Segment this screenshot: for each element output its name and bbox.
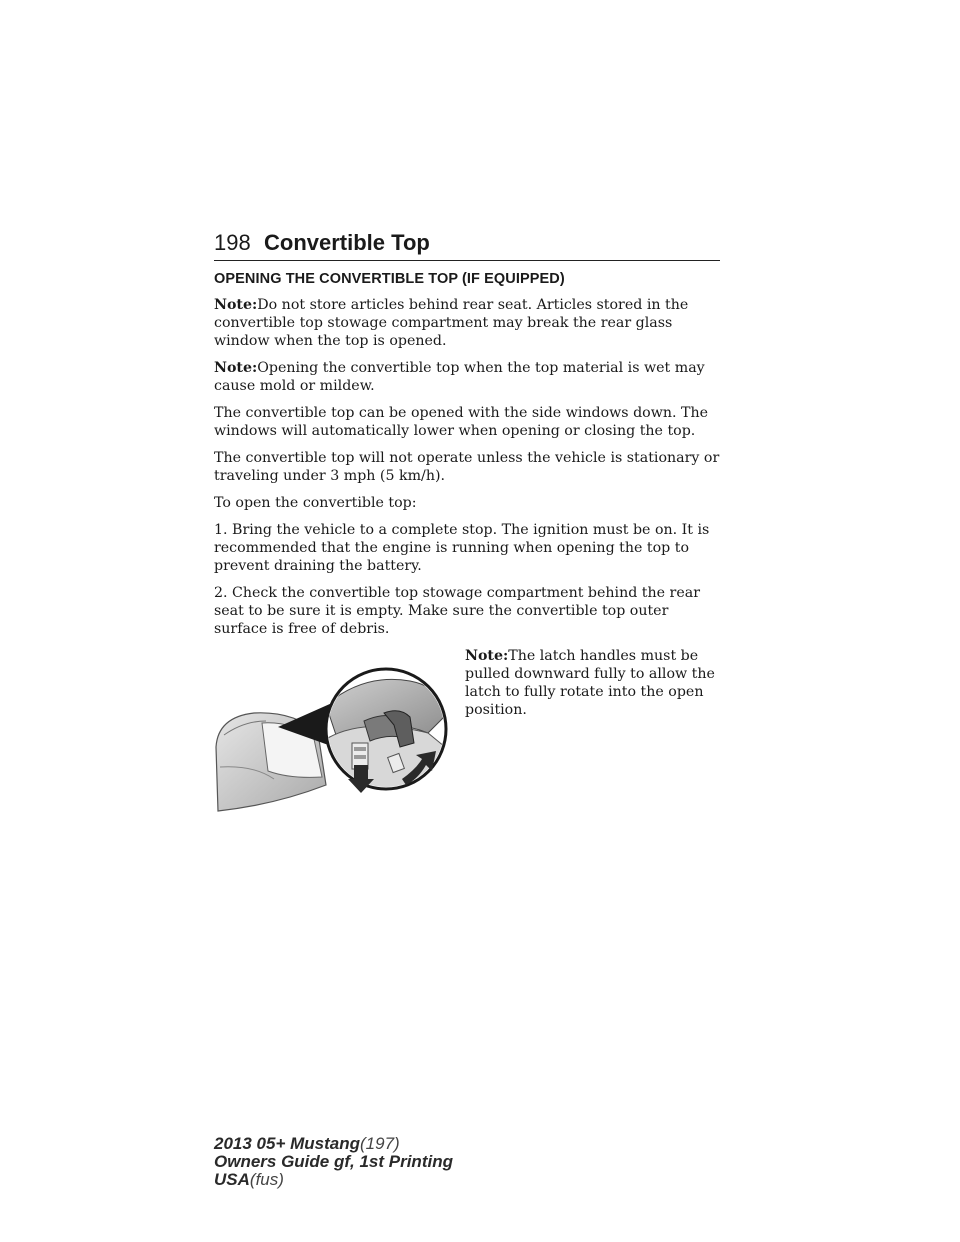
- body-paragraph: The convertible top will not operate unless the vehicle is stationary or traveling under 3 mph (5 km/h).: [214, 450, 720, 484]
- page-number: 198: [214, 230, 251, 255]
- page-content: [214, 270, 722, 817]
- section-heading: OPENING THE CONVERTIBLE TOP (IF EQUIPPED): [214, 271, 565, 287]
- latch-handle-illustration: [214, 655, 454, 815]
- footer-model: 2013 05+ Mustang: [214, 1134, 360, 1153]
- note-text: Opening the convertible top when the top material is wet may cause mold or mildew.: [214, 360, 705, 394]
- note-label: Note:: [465, 648, 509, 664]
- footer-region-code: (fus): [249, 1170, 284, 1189]
- page-header: [214, 226, 720, 261]
- footer-line-1: [214, 1135, 453, 1153]
- step-2: 2. Check the convertible top stowage compartment behind the rear seat to be sure it is empty. Make sure the convertible top outer surface is free of debris.: [214, 585, 700, 637]
- note-paragraph: [214, 359, 722, 395]
- footer-line-3: [214, 1171, 453, 1189]
- note-text: Do not store articles behind rear seat. Articles stored in the convertible top stowage compartment may break the rear glass window when the top is opened.: [214, 297, 689, 349]
- note-label: Note:: [214, 297, 258, 313]
- chapter-title: Convertible Top: [264, 230, 430, 255]
- note-paragraph: [465, 647, 720, 719]
- magnified-latch-view: [326, 669, 450, 795]
- body-paragraph: To open the convertible top:: [214, 495, 417, 511]
- note-text: The latch handles must be pulled downward fully to allow the latch to fully rotate into the open position.: [465, 648, 715, 718]
- footer-region: USA: [214, 1170, 250, 1189]
- note-paragraph: [214, 296, 722, 350]
- footer-page-ref: (197): [360, 1134, 400, 1153]
- footer-line-2: [214, 1153, 453, 1171]
- body-paragraph: The convertible top can be opened with the side windows down. The windows will automatically lower when opening or closing the top.: [214, 405, 708, 439]
- step-1: 1. Bring the vehicle to a complete stop. The ignition must be on. It is recommended that the engine is running when opening the top to prevent draining the battery.: [214, 522, 710, 574]
- figure-row: [214, 647, 722, 817]
- print-footer: [214, 1135, 453, 1189]
- footer-guide: Owners Guide gf, 1st Printing: [214, 1152, 453, 1171]
- note-label: Note:: [214, 360, 258, 376]
